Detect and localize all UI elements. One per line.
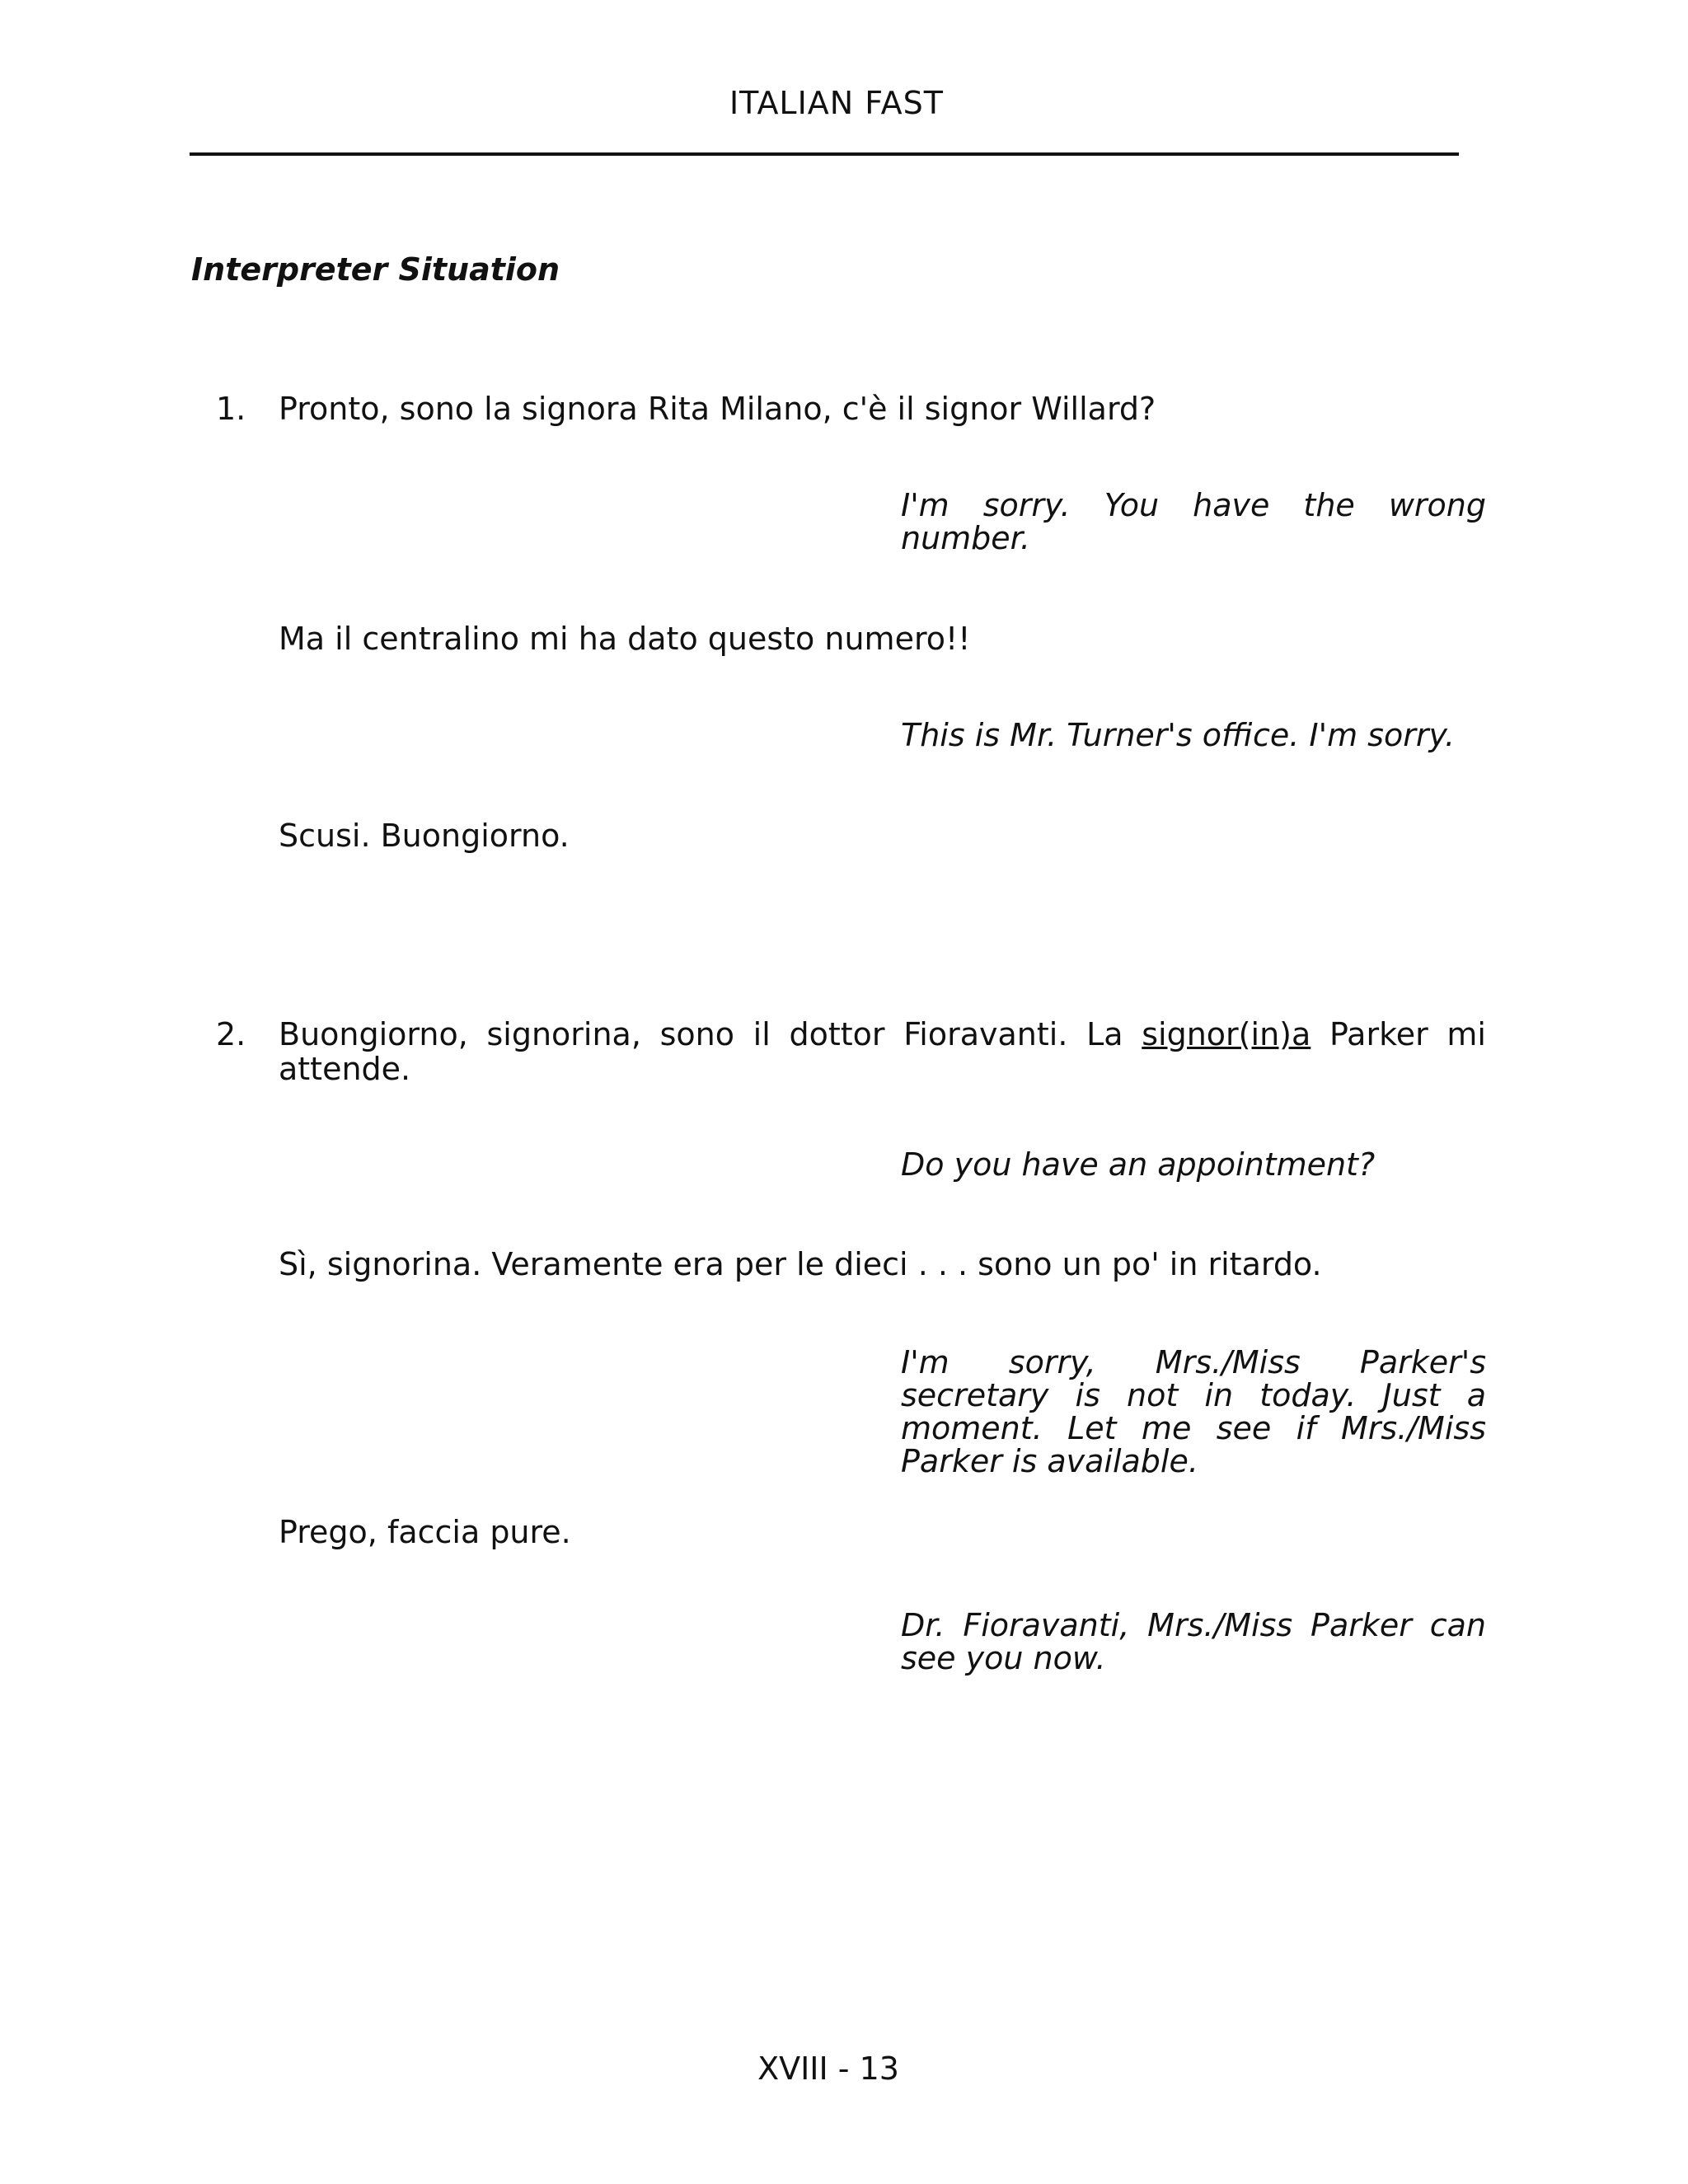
situation-1-number: 1. <box>216 391 246 427</box>
situation-2-line-1-text-a: Buongiorno, signorina, sono il dottor Fioravanti. La <box>279 1016 1142 1052</box>
situation-2-line-1-underlined: signor(in)a <box>1142 1016 1311 1052</box>
page-number: XVIII - 13 <box>757 2050 899 2087</box>
situation-1-english-response-2: This is Mr. Turner's office. I'm sorry. <box>901 717 1456 753</box>
situation-2-italian-line-2: Sì, signorina. Veramente era per le dieci . . . sono un po' in ritardo. <box>279 1246 1322 1282</box>
section-title: Interpreter Situation <box>191 251 560 288</box>
situation-1-italian-line-1: Pronto, sono la signora Rita Milano, c'è il signor Willard? <box>279 391 1156 427</box>
situation-2-line-1-text-b: Parker mi attende. <box>279 1016 1486 1087</box>
situation-2-english-response-1: Do you have an appointment? <box>901 1146 1376 1183</box>
situation-2-english-response-2: I'm sorry, Mrs./Miss Parker's secretary is not in today. Just a moment. Let me see if Mrs./Miss Parker is available. <box>901 1344 1486 1479</box>
situation-2-number: 2. <box>216 1016 246 1052</box>
situation-2-italian-line-3: Prego, faccia pure. <box>279 1514 571 1550</box>
situation-1-italian-line-3: Scusi. Buongiorno. <box>279 818 570 854</box>
page-header-title: ITALIAN FAST <box>729 85 945 121</box>
situation-1-italian-line-2: Ma il centralino mi ha dato questo numero!! <box>279 621 971 657</box>
situation-1-english-response-1: I'm sorry. You have the wrong number. <box>901 487 1486 556</box>
situation-2-english-response-3: Dr. Fioravanti, Mrs./Miss Parker can see you now. <box>901 1607 1486 1676</box>
header-divider <box>190 152 1459 156</box>
situation-2-italian-line-1 <box>279 1017 1486 1086</box>
